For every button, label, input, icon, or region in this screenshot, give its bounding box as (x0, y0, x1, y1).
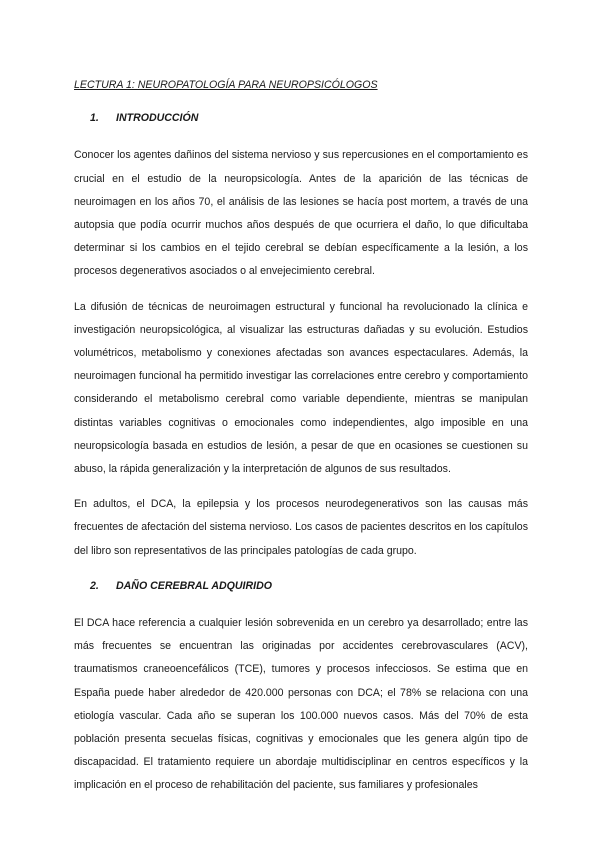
paragraph: En adultos, el DCA, la epilepsia y los procesos neurodegenerativos son las causas más frecuentes de afectación del sistema nervioso. Los casos de pacientes descritos en los capítulos del libro son representativos de las principales patologías de cada grupo. (74, 498, 528, 557)
paragraph: El DCA hace referencia a cualquier lesión sobrevenida en un cerebro ya desarrollado; entre las más frecuentes se encuentran las originadas por accidentes cerebrovasculares (ACV), traumatismos craneoencefálicos (TCE), tumores y procesos infecciosos. Se estima que en España puede haber alrededor de 420.000 personas con DCA; el 78% se relaciona con una etiología vascular. Cada año se superan los 100.000 nuevos casos. Más del 70% de esta población presenta secuelas físicas, cognitivas y emocionales que les genera algún tipo de discapacidad. El tratamiento requiere un abordaje multidisciplinar en centros específicos y la implicación en el proceso de rehabilitación del paciente, sus familiares y profesionales (74, 617, 528, 792)
paragraph: La difusión de técnicas de neuroimagen estructural y funcional ha revolucionado la clínica e investigación neuropsicológica, al visualizar las estructuras dañadas y su evolución. Estudios volumétricos, metabolismo y conexiones afectadas son avances espectaculares. Además, la neuroimagen funcional ha permitido investigar las correlaciones entre cerebro y comportamiento considerando el metabolismo cerebral como variable dependiente, mientras se manipulan distintas variables cognitivas o emocionales como independientes, algo imposible en una neuropsicología basada en estudios de lesión, a pesar de que en ocasiones se cuestionen su abuso, la rápida generalización y la interpretación de algunos de sus resultados. (74, 300, 528, 476)
paragraph: Conocer los agentes dañinos del sistema nervioso y sus repercusiones en el comportamiento es crucial en el estudio de la neuropsicología. Antes de la aparición de las técnicas de neuroimagen en los años 70, el análisis de las lesiones se hacía post mortem, a través de una autopsia que podía ocurrir muchos años después de que ocurriera el daño, lo que dificultaba determinar si los cambios en el tejido cerebral se debían específicamente a la lesión, a los procesos degenerativos asociados o al envejecimiento cerebral. (74, 149, 528, 278)
section-title: INTRODUCCIÓN (116, 112, 199, 125)
document-body (74, 74, 528, 810)
section-heading-dano-cerebral (74, 575, 528, 598)
section-title: DAÑO CEREBRAL ADQUIRIDO (116, 579, 272, 592)
document-title: LECTURA 1: NEUROPATOLOGÍA PARA NEUROPSICÓLOGOS (74, 79, 378, 91)
section-number: 1. (90, 112, 99, 125)
section-heading-introduccion (74, 107, 528, 130)
section-number: 2. (90, 579, 99, 592)
